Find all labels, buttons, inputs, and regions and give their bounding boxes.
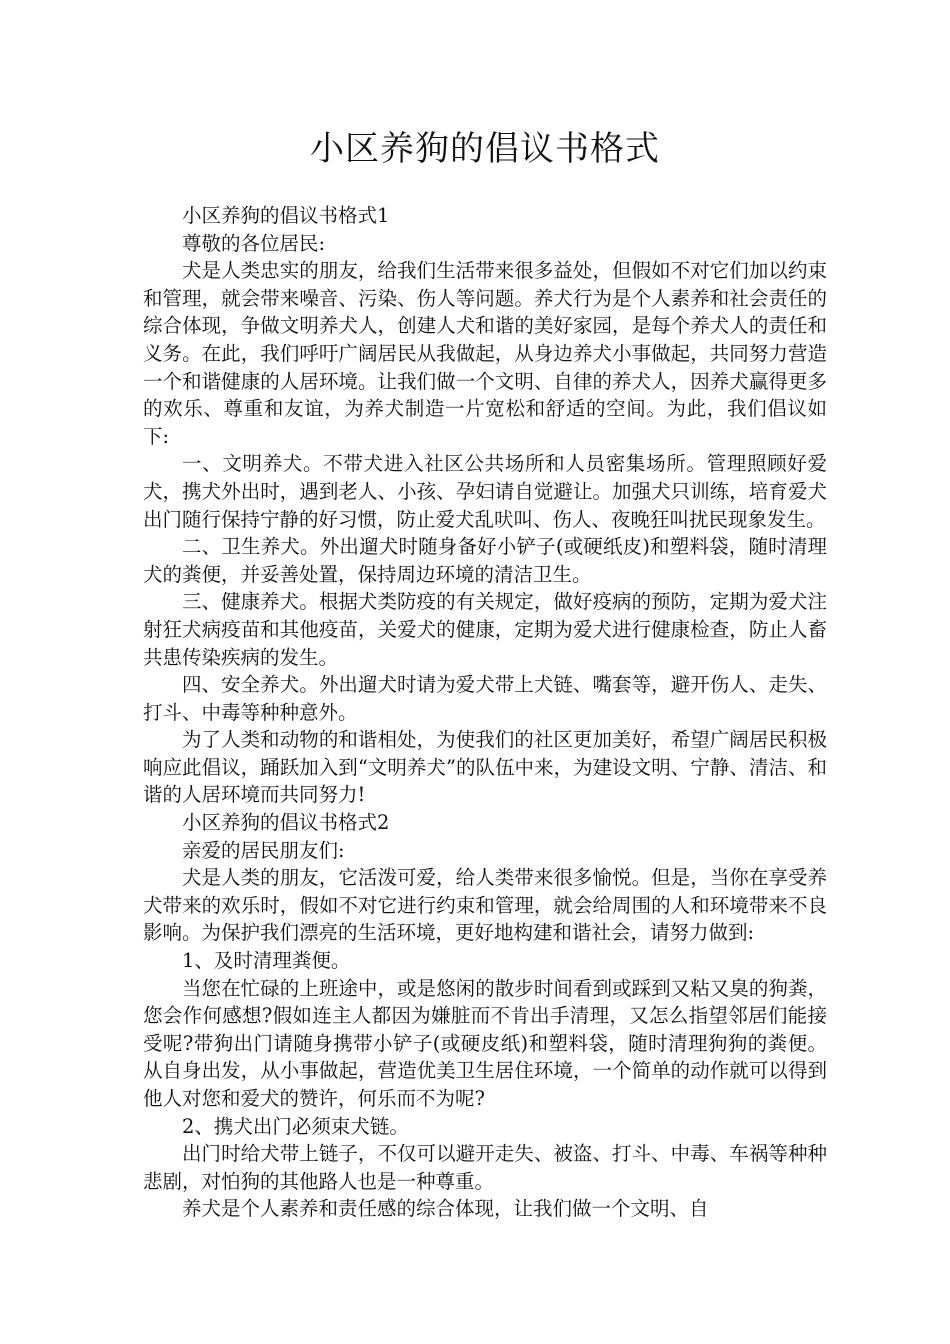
paragraph: 养犬是个人素养和责任感的综合体现，让我们做一个文明、自: [182, 1197, 709, 1221]
document-title: 小区养狗的倡议书格式: [310, 129, 660, 169]
paragraph: 二、卫生养犬。外出遛犬时随身备好小铲子(或硬纸皮)和塑料袋，随时清理犬的粪便，并妥善处置，保持周边环境的清洁卫生。: [143, 535, 827, 586]
salutation: 亲爱的居民朋友们:: [182, 838, 345, 862]
paragraph: 出门时给犬带上链子，不仅可以避开走失、被盗、打斗、中毒、车祸等种种悲剧，对怕狗的其他路人也是一种尊重。: [143, 1142, 827, 1193]
paragraph: 为了人类和动物的和谐相处，为使我们的社区更加美好，希望广阔居民积极响应此倡议，踊跃加入到“文明养犬”的队伍中来，为建设文明、宁静、清洁、和谐的人居环境而共同努力!: [143, 728, 827, 807]
section-heading: 小区养狗的倡议书格式2: [182, 811, 390, 835]
paragraph: 当您在忙碌的上班途中，或是悠闲的散步时间看到或踩到又粘又臭的狗粪，您会作何感想?假如连主人都因为嫌脏而不肯出手清理，又怎么指望邻居们能接受呢?带狗出门请随身携带小铲子(或硬皮纸)和塑料袋，随时清理狗狗的粪便。从自身出发，从小事做起，营造优美卫生居住环境，一个简单的动作就可以得到他人对您和爱犬的赞许，何乐而不为呢?: [143, 976, 827, 1110]
paragraph: 犬是人类忠实的朋友，给我们生活带来很多益处，但假如不对它们加以约束和管理，就会带来噪音、污染、伤人等问题。养犬行为是个人素养和社会责任的综合体现，争做文明养犬人，创建人犬和谐的美好家园，是每个养犬人的责任和义务。在此，我们呼吁广阔居民从我做起，从身边养犬小事做起，共同努力营造一个和谐健康的人居环境。让我们做一个文明、自律的养犬人，因养犬赢得更多的欢乐、尊重和友谊，为养犬制造一片宽松和舒适的空间。为此，我们倡议如下:: [143, 259, 827, 448]
list-item-heading: 2、携犬出门必须束犬链。: [182, 1114, 409, 1138]
paragraph: 四、安全养犬。外出遛犬时请为爱犬带上犬链、嘴套等，避开伤人、走失、打斗、中毒等种种意外。: [143, 673, 827, 724]
document-body: [143, 202, 827, 1223]
paragraph: 犬是人类的朋友，它活泼可爱，给人类带来很多愉悦。但是，当你在享受养犬带来的欢乐时，假如不对它进行约束和管理，就会给周围的人和环境带来不良影响。为保护我们漂亮的生活环境，更好地构建和谐社会，请努力做到:: [143, 866, 827, 945]
paragraph: 三、健康养犬。根据犬类防疫的有关规定，做好疫病的预防，定期为爱犬注射狂犬病疫苗和其他疫苗，关爱犬的健康，定期为爱犬进行健康检查，防止人畜共患传染疾病的发生。: [143, 590, 827, 669]
document-page: [143, 126, 827, 1223]
list-item-heading: 1、及时清理粪便。: [182, 949, 351, 973]
paragraph: 一、文明养犬。不带犬进入社区公共场所和人员密集场所。管理照顾好爱犬，携犬外出时，遇到老人、小孩、孕妇请自觉避让。加强犬只训练，培育爱犬出门随行保持宁静的好习惯，防止爱犬乱吠叫、伤人、夜晚狂叫扰民现象发生。: [143, 452, 827, 531]
salutation: 尊敬的各位居民:: [182, 231, 326, 255]
section-heading: 小区养狗的倡议书格式1: [182, 204, 390, 227]
